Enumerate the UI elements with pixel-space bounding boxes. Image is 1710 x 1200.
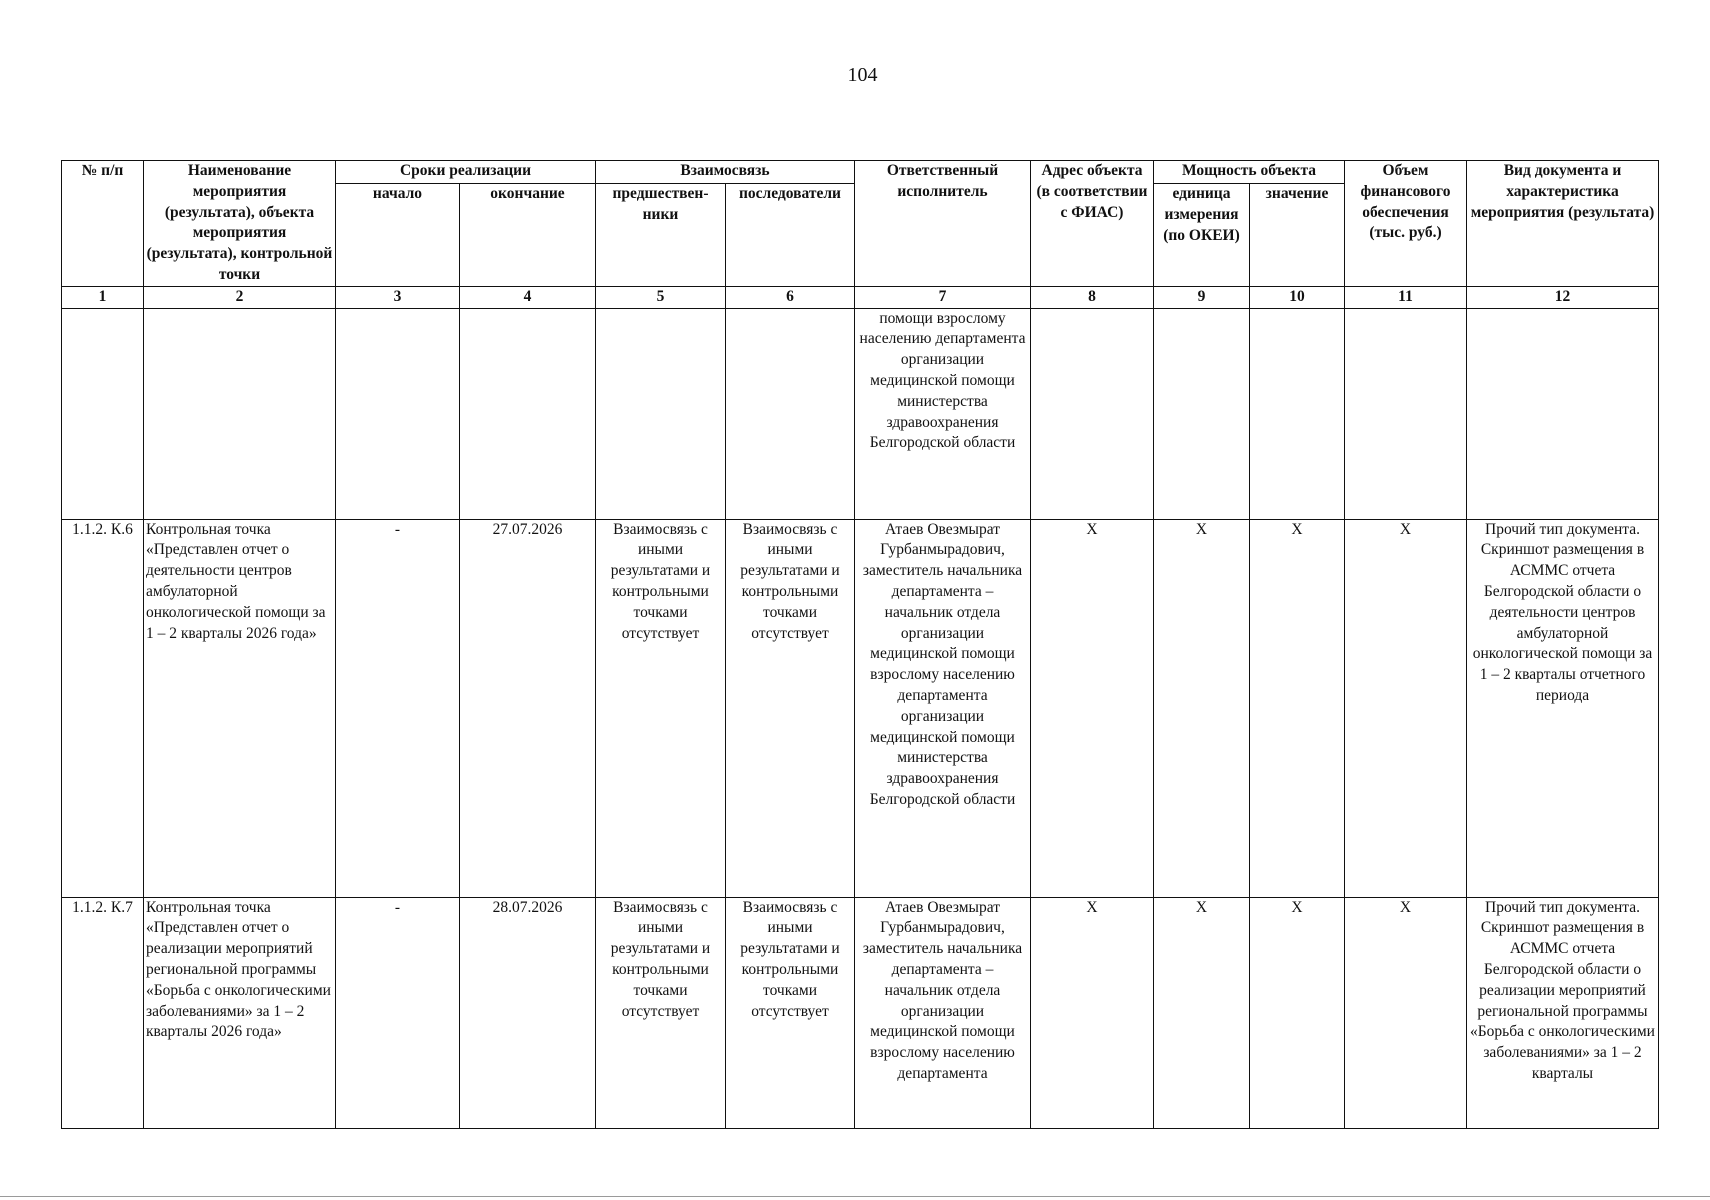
cell-successors: Взаимосвязь с иными результатами и контрольными точками отсутствует (726, 519, 855, 897)
table-row (62, 308, 1659, 519)
table-body (62, 308, 1659, 1128)
column-number: 6 (726, 286, 855, 308)
header-name: Наименование мероприятия (результата), объекта мероприятия (результата), контрольной точки (144, 161, 336, 287)
header-address: Адрес объекта (в соответствии с ФИАС) (1031, 161, 1154, 287)
cell-responsible: помощи взрослому населению департамента организации медицинской помощи министерства здравоохранения Белгородской области (855, 308, 1031, 519)
column-number: 2 (144, 286, 336, 308)
column-number: 3 (336, 286, 460, 308)
header-start: начало (336, 184, 460, 287)
header-document: Вид документа и характеристика мероприятия (результата) (1467, 161, 1659, 287)
plan-table-wrapper (61, 160, 1659, 1129)
table-row (62, 897, 1659, 1128)
cell-name: Контрольная точка «Представлен отчет о реализации мероприятий региональной программы «Борьба с онкологическими заболеваниями» за 1 – 2 кварталы 2026 года» (144, 897, 336, 1128)
page-number: 104 (847, 64, 878, 86)
table-header (62, 161, 1659, 309)
cell-number: 1.1.2. К.7 (62, 897, 144, 1128)
header-predecessors: предшествен-ники (596, 184, 726, 287)
plan-table (61, 160, 1659, 1129)
cell-name: Контрольная точка «Представлен отчет о деятельности центров амбулаторной онкологической помощи за 1 – 2 кварталы 2026 года» (144, 519, 336, 897)
column-number: 11 (1345, 286, 1467, 308)
cell-address (1031, 308, 1154, 519)
column-number: 9 (1154, 286, 1250, 308)
header-end: окончание (460, 184, 596, 287)
cell-unit: Х (1154, 897, 1250, 1128)
cell-finance (1345, 308, 1467, 519)
cell-end: 28.07.2026 (460, 897, 596, 1128)
column-number: 1 (62, 286, 144, 308)
cell-end: 27.07.2026 (460, 519, 596, 897)
cell-finance: Х (1345, 519, 1467, 897)
header-finance: Объем финансового обеспечения (тыс. руб.) (1345, 161, 1467, 287)
cell-responsible: Атаев Овезмырат Гурбанмырадович, заместитель начальника департамента – начальник отдела организации медицинской помощи взрослому населению департамента (855, 897, 1031, 1128)
cell-value: Х (1250, 897, 1345, 1128)
column-number: 10 (1250, 286, 1345, 308)
cell-document (1467, 308, 1659, 519)
cell-start: - (336, 519, 460, 897)
cell-value: Х (1250, 519, 1345, 897)
column-number: 12 (1467, 286, 1659, 308)
header-value: значение (1250, 184, 1345, 287)
table-row (62, 519, 1659, 897)
header-group-capacity: Мощность объекта (1154, 161, 1345, 184)
cell-successors: Взаимосвязь с иными результатами и контрольными точками отсутствует (726, 897, 855, 1128)
cell-address: Х (1031, 519, 1154, 897)
cell-address: Х (1031, 897, 1154, 1128)
cell-unit (1154, 308, 1250, 519)
column-number: 7 (855, 286, 1031, 308)
header-successors: последователи (726, 184, 855, 287)
column-number: 4 (460, 286, 596, 308)
cell-document: Прочий тип документа. Скриншот размещения в АСММС отчета Белгородской области о деятельности центров амбулаторной онкологической помощи за 1 – 2 кварталы отчетного периода (1467, 519, 1659, 897)
column-numbers-row (62, 286, 1659, 308)
header-group-terms: Сроки реализации (336, 161, 596, 184)
cell-number: 1.1.2. К.6 (62, 519, 144, 897)
scan-edge-line (0, 1196, 1710, 1197)
header-group-links: Взаимосвязь (596, 161, 855, 184)
column-number: 8 (1031, 286, 1154, 308)
cell-predecessors: Взаимосвязь с иными результатами и контрольными точками отсутствует (596, 897, 726, 1128)
header-unit: единица измерения (по ОКЕИ) (1154, 184, 1250, 287)
cell-name (144, 308, 336, 519)
cell-end (460, 308, 596, 519)
cell-unit: Х (1154, 519, 1250, 897)
cell-responsible: Атаев Овезмырат Гурбанмырадович, заместитель начальника департамента – начальник отдела организации медицинской помощи взрослому населению департамента организации медицинской помощи министерства здравоохранения Белгородской области (855, 519, 1031, 897)
header-responsible: Ответственный исполнитель (855, 161, 1031, 287)
column-number: 5 (596, 286, 726, 308)
cell-start (336, 308, 460, 519)
cell-number (62, 308, 144, 519)
cell-finance: Х (1345, 897, 1467, 1128)
cell-start: - (336, 897, 460, 1128)
header-number: № п/п (62, 161, 144, 287)
cell-document: Прочий тип документа. Скриншот размещения в АСММС отчета Белгородской области о реализации мероприятий региональной программы «Борьба с онкологическими заболеваниями» за 1 – 2 кварталы (1467, 897, 1659, 1128)
cell-predecessors: Взаимосвязь с иными результатами и контрольными точками отсутствует (596, 519, 726, 897)
cell-predecessors (596, 308, 726, 519)
cell-value (1250, 308, 1345, 519)
cell-successors (726, 308, 855, 519)
